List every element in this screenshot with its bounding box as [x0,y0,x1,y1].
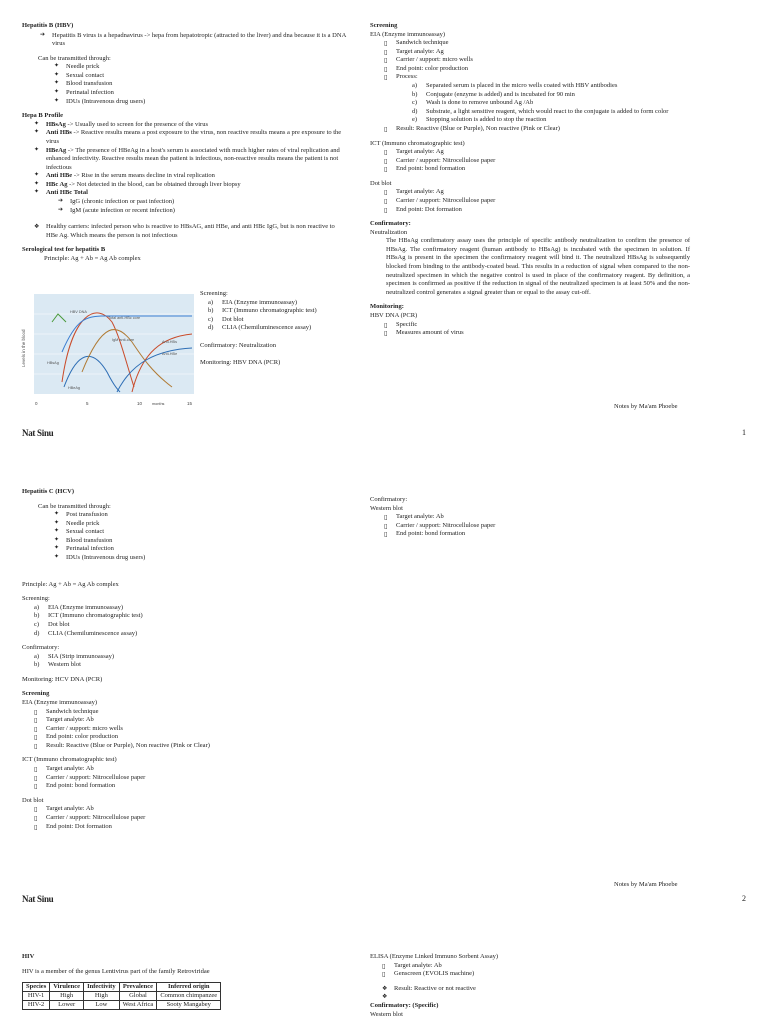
hcv-ict-list [34,765,352,791]
page1-right-column [370,22,690,338]
list-text: Separated serum is placed in the micro wells coated with HBV antibodies [426,82,618,90]
list-letter: b) [412,90,418,98]
table-row [23,991,221,1000]
dot-blot-item: ▯ Carrier / support: Nitrocellulose paper [34,814,352,823]
transmission-item: ✦ Needle prick [54,520,352,529]
hbv-intro: ➔ Hepatitis B virus is a hepadnavirus -> hepa from hepatotropic (attracted to the liver) and dna because it is a DNA virus [40,32,347,49]
list-letter: c) [34,620,40,628]
table-row [23,1000,221,1009]
eia-item: ▯ Carrier / support: micro wells [34,725,352,734]
elisa-label: ELISA (Enzyme Linked Immuno Sorbent Assay) [370,953,498,960]
list-text: Dot blot [222,315,244,323]
transmission-item: ✦ Perinatal infection [54,545,352,554]
neutralization-label: Neutralization [370,228,408,236]
table-cell: Lower [50,1000,84,1009]
list-letter: c) [412,99,418,107]
eia-item: ▯ Target analyte: Ag [384,48,690,57]
hbv-process-list [412,82,690,125]
serological-principle: Principle: Ag + Ab = Ag Ab complex [44,254,141,262]
anti-hbc-item: ➔ IgM (acute infection or recent infection) [58,207,347,216]
transmission-item: ✦ Sexual contact [54,528,352,537]
label-hbv-dna: HBV DNA [70,310,87,314]
list-text: Stopping solution is added to stop the reaction [426,116,547,124]
profile-marker: Anti HBs [46,129,72,137]
page1-mid-column [200,290,350,368]
profile-desc: -> Usually used to screen for the presence of the virus [65,120,208,128]
list-letter: b) [34,661,40,669]
screening-item [34,604,352,613]
profile-item [34,147,347,173]
table-cell: Common chimpanzee [157,991,221,1000]
profile-item [34,172,347,181]
hcv-screening-label: Screening: [22,595,50,603]
hbv-eia-list [384,39,690,82]
confirmatory-item [34,661,352,670]
hepa-b-profile-list [34,121,347,198]
list-letter: b) [34,612,40,620]
page2-number: 2 [742,894,746,903]
serological-test-title: Serological test for hepatitis B [22,246,106,254]
elisa-blank-bullet [382,993,690,1002]
ict-item: ▯ Carrier / support: Nitrocellulose paper [34,774,352,783]
profile-marker: HBsAg [46,120,66,128]
profile-marker: Anti HBc Total [46,189,88,197]
transmission-item: ✦ IDUs (Intravenous drug users) [54,98,347,107]
hbv-eia-label: EIA (Enzyme immunoassay) [370,30,446,38]
anti-hbc-sub-list [58,198,347,215]
hbv-screening-title: Screening [370,22,398,29]
hcv-title: Hepatitis C (HCV) [22,488,74,495]
hbv-screening-list [208,299,350,333]
elisa-result: ❖ Result: Reactive or not reactive [382,985,690,994]
list-text: Conjugate (enzyme is added) and is incubated for 90 min [426,90,575,98]
list-text: ICT (Immuno chromatographic test) [48,612,143,620]
label-anti-hbe: Anti-HBe [162,352,178,356]
list-letter: b) [208,307,214,315]
table-header-cell: Prevalence [119,983,157,992]
hbv-eia-result: ▯ Result: Reactive (Blue or Purple), Non reactive (Pink or Clear) [384,125,690,134]
label-anti-hbs: Anti-HBs [162,340,177,344]
list-text: Western blot [48,661,81,669]
page2-footer-name: Nat Sinu [22,894,54,904]
page1-number: 1 [742,428,746,437]
list-letter: c) [208,315,214,323]
xtick-15: 15 [187,401,193,406]
label-igm-anti-core: IgM anti-core [112,338,135,342]
profile-item [34,181,347,190]
chart-ylabel: Levels in the blood [21,329,26,367]
screening-item [34,630,352,639]
confirmatory-item [34,653,352,662]
hcv-eia-label: EIA (Enzyme immunoassay) [22,698,98,706]
eia-item: ▯ Carrier / support: micro wells [384,56,690,65]
hbv-title: Hepatitis B (HBV) [22,22,74,29]
list-letter: a) [34,652,40,660]
dot-blot-item: ▯ Carrier / support: Nitrocellulose paper [384,197,690,206]
page3-right-column [370,953,690,1019]
transmission-item: ✦ Blood transfusion [54,80,347,89]
eia-item: ▯ Target analyte: Ab [34,716,352,725]
chart-xlabel: months [152,402,165,406]
hcv-dot-label: Dot blot [22,796,44,804]
ict-item: ▯ Carrier / support: Nitrocellulose paper [384,157,690,166]
hcv-transmission-list [54,511,352,562]
hbv-dot-label: Dot blot [370,179,392,187]
profile-item [34,121,347,130]
list-text: Wash is done to remove unbound Ag /Ab [426,99,534,107]
hcv-western-blot-label: Western blot [370,504,403,512]
hcv-principle: Principle: Ag + Ab = Ag Ab complex [22,580,119,588]
transmission-item: ✦ Needle prick [54,63,347,72]
hiv-species-table [22,982,221,1009]
page1-left-column [22,22,347,263]
process-step [412,82,690,91]
list-text: EIA (Enzyme immunoassay) [222,298,298,306]
hbv-monitoring-title: Monitoring: [370,303,404,311]
list-text: Dot blot [48,620,70,628]
western-blot-item: ▯ Target analyte: Ab [384,513,690,522]
list-letter: d) [34,629,40,637]
hcv-monitoring-line: Monitoring: HCV DNA (PCR) [22,675,103,683]
table-cell: Low [84,1000,120,1009]
elisa-item: ▯ Target analyte: Ab [382,962,690,971]
profile-item [34,189,347,198]
ict-item: ▯ Target analyte: Ab [34,765,352,774]
page2-notes-credit: Notes by Ma'am Phoebe [614,881,678,888]
hbv-ict-label: ICT (Immuno chromatographic test) [370,139,465,147]
screening-item [208,316,350,325]
table-cell: High [50,991,84,1000]
profile-marker: Anti HBe [46,172,73,180]
xtick-5: 5 [86,401,89,406]
hiv-title: HIV [22,953,35,960]
table-header-cell: Virulence [50,983,84,992]
hcv-screening-title: Screening [22,690,50,698]
screening-item [208,307,350,316]
table-cell: West Africa [119,1000,157,1009]
eia-item: ▯ Sandwich technique [34,708,352,717]
profile-desc: -> Reactive results means a post exposure to the virus, non reactive results means a pre exposure to the virus [46,129,342,145]
eia-item: ▯ End point: color production [384,65,690,74]
ict-item: ▯ Target analyte: Ag [384,148,690,157]
label-hbsag: HBsAg [47,361,59,365]
monitoring-item: ▯ Specific [384,321,690,330]
list-letter: a) [412,82,418,90]
list-text: CLIA (Chemiluminescence assay) [48,629,138,637]
list-letter: a) [34,603,40,611]
healthy-carriers-note: ❖ Healthy carriers: infected person who is reactive to HBsAG, anti HBe, and anti HBc IgG, but is non reactive to HBe Ag. Which means the person is not infectious [34,223,347,240]
xtick-10: 10 [137,401,143,406]
ict-item: ▯ End point: bond formation [384,165,690,174]
list-text: Substrate, a light sensitive reagent, which would react to the conjugate is added to form color [426,107,669,115]
hcv-ict-label: ICT (Immuno chromatographic test) [22,756,117,764]
chart-plot-area [34,294,194,394]
profile-desc: -> Not detected in the blood, can be obtained through liver biopsy [67,180,241,188]
hcv-eia-list [34,708,352,751]
list-text: EIA (Enzyme immunoassay) [48,603,124,611]
dot-blot-item: ▯ End point: Dot formation [384,206,690,215]
dot-blot-item: ▯ End point: Dot formation [34,823,352,832]
process-step [412,116,690,125]
elisa-list [382,962,690,979]
eia-item: ▯ Process: [384,73,690,82]
profile-marker: HBeAg [46,146,67,154]
page2-right-column [370,496,690,539]
hcv-confirmatory-list [34,653,352,670]
neutralization-paragraph: The HBsAg confirmatory assay uses the principle of specific antibody neutralization to confirm the presence of HBsAg. The confirmatory reagent (human antibody to HBsAg) is incubated with the specimen in solution. If HBsAg is present in the specimen the confirmatory reagent will bind it. The neutralized HBsAg is subsequently blocked from binding to the antibody-coated bead. This results in a reduction of signal when compared to the non-neutralized specimen in which the negative control is used in place of the confirmatory reagent. By definition, a specimen is confirmed as positive if the reduction in signal of the neutralized specimen is at least 50% and the non-neutralized control generates a signal greater than or equal to the assay cut-off. [386,237,690,296]
screening-item [34,621,352,630]
table-header-cell: Infectivity [84,983,120,992]
page2-left-column [22,488,352,831]
transmission-item: ✦ Blood transfusion [54,537,352,546]
page1-footer-name: Nat Sinu [22,428,54,438]
hbv-transmission-list [54,63,347,106]
table-cell: HIV-2 [23,1000,50,1009]
hbv-monitoring-label: HBV DNA (PCR) [370,311,418,319]
western-blot-item: ▯ End point: bond formation [384,530,690,539]
profile-desc: -> Rise in the serum means decline in viral replication [72,172,215,180]
monitoring-item: ▯ Measures amount of virus [384,329,690,338]
eia-item: ▯ Result: Reactive (Blue or Purple), Non reactive (Pink or Clear) [34,742,352,751]
list-letter: d) [412,107,418,115]
hbv-ict-list [384,148,690,174]
process-step [412,99,690,108]
hbv-monitoring-list [384,321,690,338]
table-header-cell: Inferred origin [157,983,221,992]
hcv-confirmatory-label: Confirmatory: [22,644,60,652]
transmission-item: ✦ Sexual contact [54,72,347,81]
ict-item: ▯ End point: bond formation [34,782,352,791]
table-cell: HIV-1 [23,991,50,1000]
dot-blot-item: ▯ Target analyte: Ag [384,188,690,197]
profile-desc: -> The presence of HBeAg in a host's serum is associated with much higher rates of viral replication and enhanced infectivity. Reactive results mean the patient is infectious, non-reactive results means the patient is not infectious [46,146,340,171]
profile-item [34,129,347,146]
western-blot-item: ▯ Carrier / support: Nitrocellulose paper [384,522,690,531]
process-step [412,91,690,100]
hbv-serology-chart [22,292,197,412]
hbv-confirmatory-title: Confirmatory: [370,220,411,228]
eia-item: ▯ End point: color production [34,733,352,742]
table-cell: Sooty Mangabey [157,1000,221,1009]
hcv-western-blot-list [384,513,690,539]
process-step [412,108,690,117]
hbv-screening-label: Screening: [200,290,228,297]
table-header-cell: Species [23,983,50,992]
hiv-confirmatory-title: Confirmatory: (Specific) [370,1002,439,1010]
dot-blot-item: ▯ Target analyte: Ab [34,805,352,814]
transmission-item: ✦ Post transfusion [54,511,352,520]
hcv-transmission-label: Can be transmitted through: [38,502,111,510]
transmission-item: ✦ Perinatal infection [54,89,347,98]
list-text: CLIA (Chemiluminescence assay) [222,324,312,332]
label-hbeag: HBeAg [68,386,81,390]
table-cell: Global [119,991,157,1000]
hepa-b-profile-title: Hepa B Profile [22,112,64,120]
hbv-monitoring-line: Monitoring: HBV DNA (PCR) [200,359,281,367]
list-text: SIA (Strip immunoassay) [48,652,115,660]
list-letter: e) [412,116,418,124]
list-letter: a) [208,298,214,306]
list-letter: d) [208,324,214,332]
profile-marker: HBc Ag [46,180,68,188]
hbv-dot-list [384,188,690,214]
label-total-anti-hbc: Total anti-HBc core [108,316,141,320]
xtick-0: 0 [35,401,38,406]
list-text: ICT (Immuno chromatographic test) [222,307,317,315]
table-cell: High [84,991,120,1000]
hiv-intro: HIV is a member of the genus Lentivirus part of the family Retroviridae [22,967,210,975]
screening-item [208,324,350,333]
page1-notes-credit: Notes by Ma'am Phoebe [614,403,678,410]
hbv-transmission-label: Can be transmitted through: [38,54,111,62]
screening-item [34,612,352,621]
hcv-screening-list [34,604,352,638]
anti-hbc-item: ➔ IgG (chronic infection or past infection) [58,198,347,207]
hiv-western-blot: Western blot [370,1010,403,1018]
elisa-item: ▯ Genscreen (EVOLIS machine) [382,970,690,979]
transmission-item: ✦ IDUs (Intravenous drug users) [54,554,352,563]
page3-left-column [22,953,352,1010]
eia-item: ▯ Sandwich technique [384,39,690,48]
hcv-dot-list [34,805,352,831]
hcv-confirmatory-right-label: Confirmatory: [370,496,408,503]
hbv-confirmatory-line: Confirmatory: Neutralization [200,341,276,349]
screening-item [208,299,350,308]
